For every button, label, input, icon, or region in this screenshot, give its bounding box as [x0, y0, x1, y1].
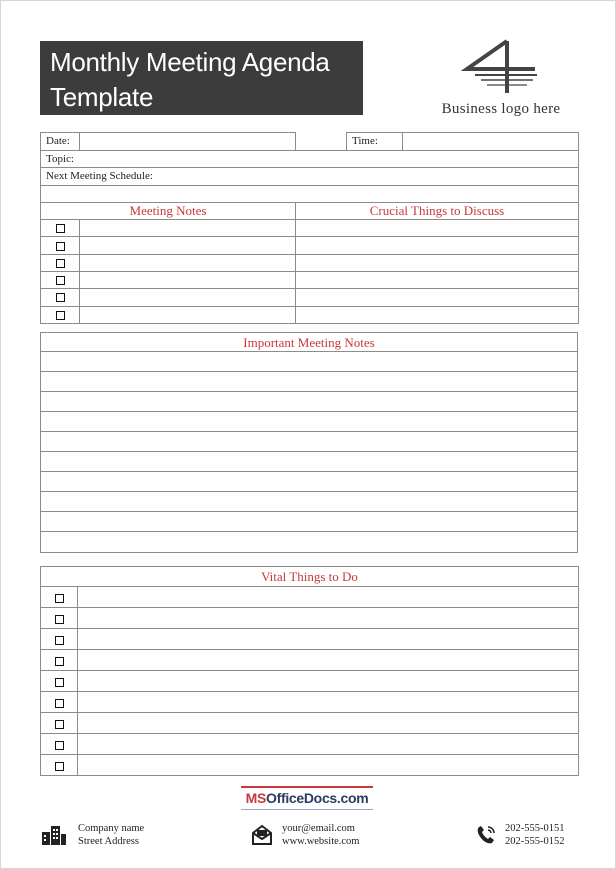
- note-line[interactable]: [41, 512, 577, 532]
- note-line[interactable]: [41, 412, 577, 432]
- meeting-note-cell[interactable]: [80, 272, 296, 289]
- table-row: [41, 650, 579, 671]
- next-meeting-label: Next Meeting Schedule:: [46, 170, 153, 183]
- meeting-note-cell[interactable]: [80, 237, 296, 254]
- crucial-thing-cell[interactable]: [296, 220, 579, 237]
- checkbox-icon[interactable]: [55, 678, 64, 687]
- msofficedocs-brand-logo[interactable]: [241, 786, 373, 813]
- checkbox-icon[interactable]: [55, 594, 64, 603]
- vital-task-cell[interactable]: [78, 650, 579, 671]
- table-row: [41, 587, 579, 608]
- date-field[interactable]: [80, 133, 295, 150]
- checkbox-icon[interactable]: [55, 741, 64, 750]
- vital-task-cell[interactable]: [78, 629, 579, 650]
- vital-header-row: [41, 567, 579, 587]
- checkbox-icon[interactable]: [55, 699, 64, 708]
- note-line[interactable]: [41, 432, 577, 452]
- title-banner: [40, 41, 363, 115]
- table-row: [41, 237, 579, 254]
- table-row: [41, 289, 579, 306]
- checkbox-icon[interactable]: [56, 242, 65, 251]
- vital-task-cell[interactable]: [78, 713, 579, 734]
- checkbox-icon[interactable]: [56, 224, 65, 233]
- note-line[interactable]: [41, 352, 577, 372]
- topic-row: [41, 151, 579, 168]
- notes-header-row: [41, 202, 579, 219]
- topic-label: Topic:: [46, 153, 74, 166]
- blank-row: [41, 185, 579, 202]
- meeting-note-cell[interactable]: [80, 289, 296, 306]
- company-name: Company name: [78, 823, 145, 834]
- brand-ms: MS: [245, 790, 266, 806]
- crucial-things-heading: Crucial Things to Discuss: [296, 202, 579, 219]
- table-row: [41, 755, 579, 776]
- title-line-1: Monthly Meeting Agenda: [50, 47, 330, 77]
- note-line[interactable]: [41, 532, 577, 552]
- footer: [1, 819, 616, 853]
- table-row: [41, 671, 579, 692]
- vital-things-heading: Vital Things to Do: [41, 567, 579, 587]
- note-line[interactable]: [41, 392, 577, 412]
- vital-task-cell[interactable]: [78, 671, 579, 692]
- time-field[interactable]: [403, 133, 578, 150]
- table-row: [41, 713, 579, 734]
- brand-bar-bottom: [241, 809, 373, 810]
- table-row: [41, 220, 579, 237]
- email-link[interactable]: your@email.com: [282, 823, 355, 834]
- checkbox-icon[interactable]: [56, 311, 65, 320]
- table-row: [41, 692, 579, 713]
- vital-task-cell[interactable]: [78, 755, 579, 776]
- checkbox-icon[interactable]: [55, 720, 64, 729]
- note-line[interactable]: [41, 492, 577, 512]
- logo-mark-icon: [461, 39, 541, 95]
- checkbox-icon[interactable]: [56, 276, 65, 285]
- brand-rest: OfficeDocs.com: [266, 790, 369, 806]
- note-line[interactable]: [41, 472, 577, 492]
- website-link[interactable]: www.website.com: [282, 836, 360, 847]
- vital-task-cell[interactable]: [78, 587, 579, 608]
- envelope-icon: [251, 824, 273, 850]
- business-logo: [421, 39, 581, 121]
- date-time-row: [41, 133, 579, 151]
- meeting-notes-heading: Meeting Notes: [41, 202, 296, 219]
- table-row: [41, 254, 579, 271]
- checkbox-icon[interactable]: [56, 259, 65, 268]
- street-address: Street Address: [78, 836, 139, 847]
- important-notes-heading: Important Meeting Notes: [41, 333, 577, 352]
- meeting-note-cell[interactable]: [80, 306, 296, 323]
- note-line[interactable]: [41, 372, 577, 392]
- date-label: Date:: [41, 133, 80, 150]
- phone-1[interactable]: 202-555-0151: [505, 823, 565, 834]
- vital-things-table: [40, 566, 579, 776]
- table-row: [41, 608, 579, 629]
- meeting-info-table: [40, 132, 579, 324]
- crucial-thing-cell[interactable]: [296, 306, 579, 323]
- title-line-2: Template: [50, 82, 154, 112]
- vital-task-cell[interactable]: [78, 608, 579, 629]
- checkbox-icon[interactable]: [56, 293, 65, 302]
- note-line[interactable]: [41, 452, 577, 472]
- table-row: [41, 306, 579, 323]
- phone-icon: [475, 824, 497, 850]
- checkbox-icon[interactable]: [55, 762, 64, 771]
- vital-task-cell[interactable]: [78, 734, 579, 755]
- table-row: [41, 272, 579, 289]
- time-label: Time:: [347, 133, 403, 150]
- next-meeting-row: [41, 168, 579, 185]
- next-meeting-field[interactable]: [41, 168, 579, 185]
- topic-field[interactable]: [41, 151, 579, 168]
- phone-2[interactable]: 202-555-0152: [505, 836, 565, 847]
- meeting-note-cell[interactable]: [80, 220, 296, 237]
- vital-task-cell[interactable]: [78, 692, 579, 713]
- checkbox-icon[interactable]: [55, 615, 64, 624]
- crucial-thing-cell[interactable]: [296, 289, 579, 306]
- checkbox-icon[interactable]: [55, 636, 64, 645]
- building-icon: [41, 824, 67, 850]
- crucial-thing-cell[interactable]: [296, 254, 579, 271]
- important-notes-section: [40, 332, 578, 553]
- crucial-thing-cell[interactable]: [296, 237, 579, 254]
- logo-caption: Business logo here: [441, 101, 561, 117]
- table-row: [41, 629, 579, 650]
- checkbox-icon[interactable]: [55, 657, 64, 666]
- brand-bar-top: [241, 786, 373, 788]
- meeting-note-cell[interactable]: [80, 254, 296, 271]
- table-row: [41, 734, 579, 755]
- crucial-thing-cell[interactable]: [296, 272, 579, 289]
